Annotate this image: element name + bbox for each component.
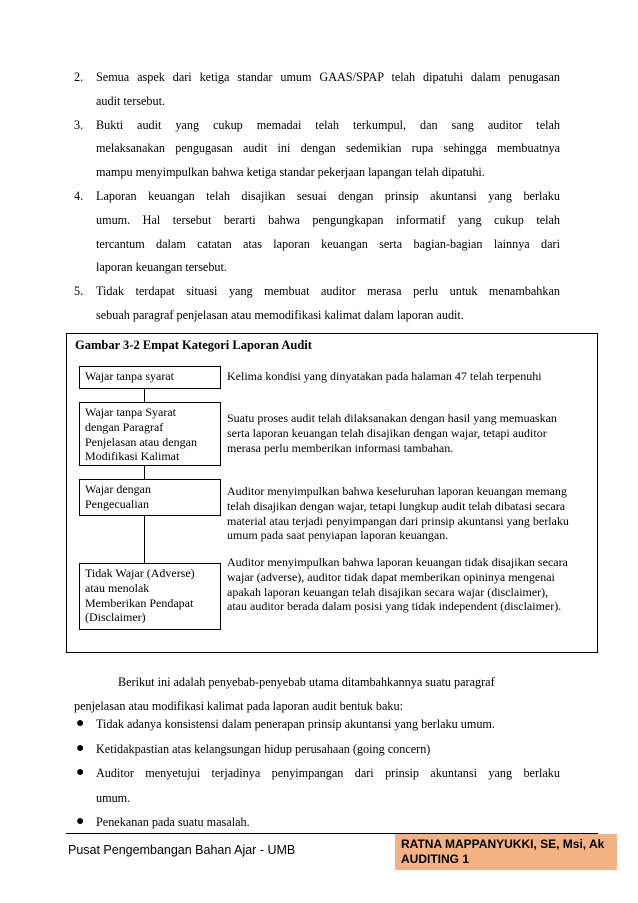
- numbered-list: [74, 66, 560, 328]
- item-line: Tidak terdapat situasi yang membuat auditor merasa perlu untuk menambahkan: [96, 284, 560, 299]
- bullet-icon: ●: [76, 765, 85, 780]
- category-label-line: Modifikasi Kalimat: [85, 449, 180, 464]
- bullet-icon: ●: [76, 740, 85, 756]
- category-box-unqualified-explanatory: [79, 402, 221, 466]
- description-line: umum pada saat penyiapan laporan keuangan.: [227, 528, 449, 543]
- category-label-line: Memberikan Pendapat: [85, 595, 194, 610]
- item-line: Semua aspek dari ketiga standar umum GAAS/SPAP telah dipatuhi dalam penugasan: [96, 70, 560, 84]
- footer-author-box: [395, 834, 617, 870]
- description-line: Suatu proses audit telah dilaksanakan dengan hasil yang memuaskan: [227, 411, 557, 425]
- category-description: [227, 411, 593, 455]
- bullet-item: [76, 810, 560, 835]
- description-line: wajar (adverse), auditor tidak dapat memberikan opininya mengenai: [227, 569, 555, 584]
- intro-paragraph-line: penjelasan atau modifikasi kalimat pada laporan audit bentuk baku:: [74, 699, 403, 713]
- bullet-line: umum.: [96, 790, 131, 805]
- item-line: laporan keuangan tersebut.: [96, 260, 227, 275]
- list-item: [74, 280, 560, 328]
- bullet-line: Penekanan pada suatu masalah.: [96, 815, 250, 829]
- description-line: merasa perlu memberikan informasi tambahan.: [227, 440, 454, 455]
- category-label-line: Wajar dengan: [85, 482, 151, 496]
- category-label-line: dengan Paragraf: [85, 419, 164, 434]
- figure-title: Gambar 3-2 Empat Kategori Laporan Audit: [75, 338, 312, 352]
- item-line: sebuah paragraf penjelasan atau memodifikasi kalimat dalam laporan audit.: [96, 307, 464, 322]
- item-line: tercantum dalam catatan atas laporan keuangan serta bagian-bagian lainnya dari: [96, 236, 560, 251]
- item-line: mampu menyimpulkan bahwa ketiga standar pekerjaan lapangan telah dipatuhi.: [96, 165, 485, 180]
- bullet-item: [76, 761, 560, 810]
- category-label-line: Wajar tanpa Syarat: [85, 405, 176, 419]
- item-number: 3.: [74, 117, 84, 132]
- item-line: Laporan keuangan telah disajikan sesuai dengan prinsip akuntansi yang berlaku: [96, 188, 560, 203]
- bullet-list: [76, 712, 560, 835]
- bullet-line: Ketidakpastian atas kelangsungan hidup perusahaan (going concern): [96, 741, 431, 756]
- list-item: [74, 185, 560, 280]
- connector-line: [144, 388, 145, 402]
- category-description: [227, 369, 593, 384]
- bullet-line: Auditor menyetujui terjadinya penyimpangan dari prinsip akuntansi yang berlaku: [96, 766, 560, 780]
- bullet-item: [76, 712, 560, 737]
- description-line: telah disajikan dengan wajar, tetapi lungkup audit telah dibatasi secara: [227, 498, 566, 513]
- list-item: [74, 66, 560, 114]
- description-line: apakah laporan keuangan telah disajikan secara wajar (disclaimer),: [227, 584, 549, 599]
- item-number: 2.: [74, 70, 84, 84]
- category-box-qualified: [79, 479, 221, 516]
- description-line: Kelima kondisi yang dinyatakan pada halaman 47 telah terpenuhi: [227, 369, 542, 383]
- connector-line: [144, 465, 145, 479]
- intro-paragraph-line: Berikut ini adalah penyebab-penyebab utama ditambahkannya suatu paragraf: [118, 675, 495, 689]
- bullet-item: [76, 737, 560, 762]
- category-label-line: Penjelasan atau dengan: [85, 434, 197, 449]
- figure-audit-categories: [66, 333, 598, 653]
- footer-institution: Pusat Pengembangan Bahan Ajar - UMB: [68, 843, 296, 857]
- item-line: Bukti audit yang cukup memadai telah terkumpul, dan sang auditor telah: [96, 117, 560, 132]
- category-box-adverse-disclaimer: [79, 563, 221, 630]
- description-line: Auditor menyimpulkan bahwa keseluruhan laporan keuangan memang: [227, 484, 567, 498]
- category-label-line: Tidak Wajar (Adverse): [85, 566, 195, 580]
- category-box-unqualified: [79, 366, 221, 389]
- category-label-line: Pengecualian: [85, 496, 149, 511]
- item-line: audit tersebut.: [96, 93, 166, 108]
- bullet-icon: ●: [76, 814, 85, 829]
- description-line: material atau terjadi penyimpangan dari prinsip akuntansi yang berlaku: [227, 513, 569, 528]
- category-description: [227, 484, 593, 543]
- category-label-line: (Disclaimer): [85, 610, 146, 625]
- item-line: umum. Hal tersebut berarti bahwa pengungkapan informatif yang cukup telah: [96, 212, 560, 227]
- category-description: [227, 555, 593, 614]
- footer-author: RATNA MAPPANYUKKI, SE, Msi, Ak: [401, 837, 605, 851]
- bullet-line: Tidak adanya konsistensi dalam penerapan prinsip akuntansi yang berlaku umum.: [96, 717, 495, 731]
- item-number: 4.: [74, 188, 84, 203]
- description-line: serta laporan keuangan telah disajikan dengan wajar, tetapi auditor: [227, 425, 547, 440]
- category-label-line: Wajar tanpa syarat: [85, 369, 174, 383]
- item-number: 5.: [74, 284, 84, 299]
- description-line: Auditor menyimpulkan bahwa laporan keuangan tidak disajikan secara: [227, 555, 568, 569]
- bullet-icon: ●: [76, 716, 85, 731]
- item-line: melaksanakan pengugasan audit ini dengan sedemikian rupa sehingga membuatnya: [96, 141, 560, 156]
- description-line: atau auditor berada dalam posisi yang tidak independent (disclaimer).: [227, 599, 562, 614]
- footer-course: AUDITING 1: [401, 852, 470, 866]
- connector-line: [144, 515, 145, 563]
- list-item: [74, 114, 560, 185]
- category-label-line: atau menolak: [85, 580, 150, 595]
